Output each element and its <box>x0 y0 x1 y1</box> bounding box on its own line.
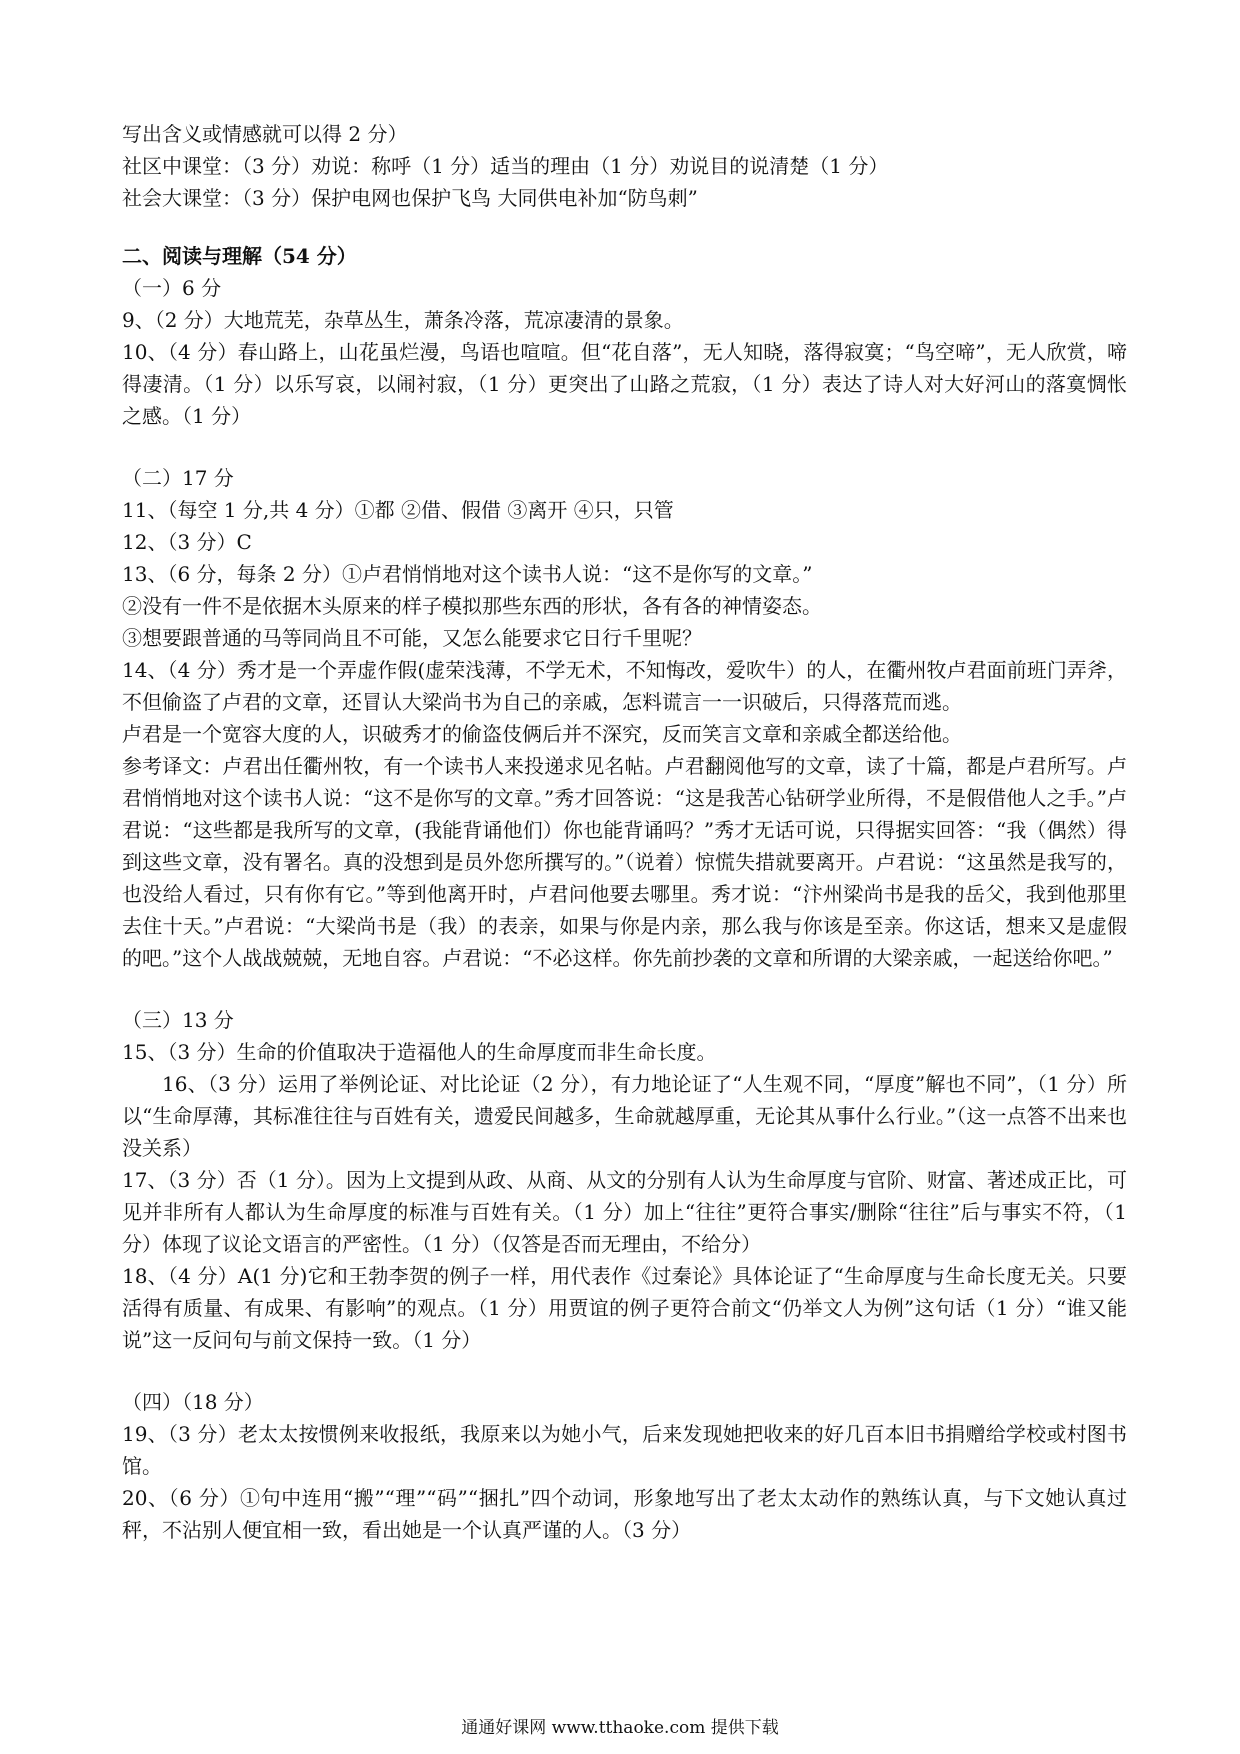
answer-16: 16、（3 分）运用了举例论证、对比论证（2 分），有力地论证了“人生观不同，“厚度”解也不同”，（1 分）所以“生命厚薄，其标准往往与百姓有关，遗爱民间越多，生命就越厚重，无论其从事什么行业。”（这一点答不出来也没关系） <box>122 1072 1127 1160</box>
section-heading: 二、阅读与理解（54 分） <box>122 244 357 268</box>
answer-17: 17、（3 分）否（1 分）。因为上文提到从政、从商、从文的分别有人认为生命厚度与官阶、财富、著述成正比，可见并非所有人都认为生命厚度的标准与百姓有关。（1 分）加上“往往”更符合事实/删除“往往”后与事实不符，（1 分）体现了议论文语言的严密性。（1 分）（仅答是否而无理由，不给分） <box>122 1168 1127 1256</box>
reference-translation: 参考译文：卢君出任衢州牧，有一个读书人来投递求见名帖。卢君翻阅他写的文章，读了十篇，都是卢君所写。卢君悄悄地对这个读书人说：“这不是你写的文章。”秀才回答说：“这是我苦心钻研学业所得，不是假借他人之手。”卢君说：“这些都是我所写的文章，(我能背诵他们）你也能背诵吗？”秀才无话可说，只得据实回答：“我（偶然）得到这些文章，没有署名。真的没想到是员外您所撰写的。”（说着）惊慌失措就要离开。卢君说：“这虽然是我写的，也没给人看过，只有你有它。”等到他离开时，卢君问他要去哪里。秀才说：“汴州梁尚书是我的岳父，我到他那里去住十天。”卢君说：“大梁尚书是（我）的表亲，如果与你是内亲，那么我与你该是至亲。你这话，想来又是虚假的吧。”这个人战战兢兢，无地自容。卢君说：“不必这样。你先前抄袭的文章和所谓的大梁亲戚，一起送给你吧。” <box>122 754 1127 970</box>
answer-14-b: 卢君是一个宽容大度的人，识破秀才的偷盗伎俩后并不深究，反而笑言文章和亲戚全都送给他。 <box>122 722 962 746</box>
answer-13: 13、（6 分，每条 2 分）①卢君悄悄地对这个读书人说：“这不是你写的文章。” <box>122 562 813 586</box>
answer-9: 9、（2 分）大地荒芜，杂草丛生，萧条冷落，荒凉凄清的景象。 <box>122 308 684 332</box>
answer-18: 18、（4 分）A(1 分)它和王勃李贺的例子一样，用代表作《过秦论》具体论证了“生命厚度与生命长度无关。只要活得有质量、有成果、有影响”的观点。（1 分）用贾谊的例子更符合前文“仍举文人为例”这句话（1 分）“谁又能说”这一反问句与前文保持一致。（1 分） <box>122 1264 1127 1352</box>
answer-12: 12、（3 分）C <box>122 530 252 554</box>
answer-13-3: ③想要跟普通的马等同尚且不可能，又怎么能要求它日行千里呢？ <box>122 626 702 650</box>
page-footer: 通通好课网 www.tthaoke.com 提供下载 <box>461 1718 779 1738</box>
page-content <box>122 118 1127 1546</box>
subsection-heading: （二）17 分 <box>122 466 234 490</box>
answer-15: 15、（3 分）生命的价值取决于造福他人的生命厚度而非生命长度。 <box>122 1040 717 1064</box>
answer-10: 10、（4 分）春山路上，山花虽烂漫，鸟语也喧喧。但“花自落”，无人知晓，落得寂寞；“鸟空啼”，无人欣赏，啼得凄清。（1 分）以乐写哀，以闹衬寂，（1 分）更突出了山路之荒寂，（1 分）表达了诗人对大好河山的落寞惆怅之感。（1 分） <box>122 340 1127 428</box>
answer-14: 14、（4 分）秀才是一个弄虚作假(虚荣浅薄，不学无术，不知悔改，爱吹牛）的人，在衢州牧卢君面前班门弄斧，不但偷盗了卢君的文章，还冒认大梁尚书为自己的亲戚，怎料谎言一一识破后，只得落荒而逃。 <box>122 658 1127 714</box>
subsection-heading: （四）（18 分） <box>122 1390 264 1414</box>
answer-20: 20、（6 分）①句中连用“搬”“理”“码”“捆扎”四个动词，形象地写出了老太太动作的熟练认真，与下文她认真过秤，不沾别人便宜相一致，看出她是一个认真严谨的人。（3 分） <box>122 1486 1127 1542</box>
text-line: 社会大课堂：（3 分）保护电网也保护飞鸟 大同供电补加“防鸟刺” <box>122 186 698 210</box>
answer-11: 11、（每空 1 分,共 4 分）①都 ②借、假借 ③离开 ④只，只管 <box>122 498 674 522</box>
answer-13-2: ②没有一件不是依据木头原来的样子模拟那些东西的形状，各有各的神情姿态。 <box>122 594 822 618</box>
subsection-heading: （一）6 分 <box>122 276 222 300</box>
subsection-heading: （三）13 分 <box>122 1008 234 1032</box>
answer-19: 19、（3 分）老太太按惯例来收报纸，我原来以为她小气，后来发现她把收来的好几百本旧书捐赠给学校或村图书馆。 <box>122 1422 1127 1478</box>
text-line: 社区中课堂：（3 分）劝说：称呼（1 分）适当的理由（1 分）劝说目的说清楚（1 分） <box>122 154 889 178</box>
text-line: 写出含义或情感就可以得 2 分） <box>122 122 408 146</box>
